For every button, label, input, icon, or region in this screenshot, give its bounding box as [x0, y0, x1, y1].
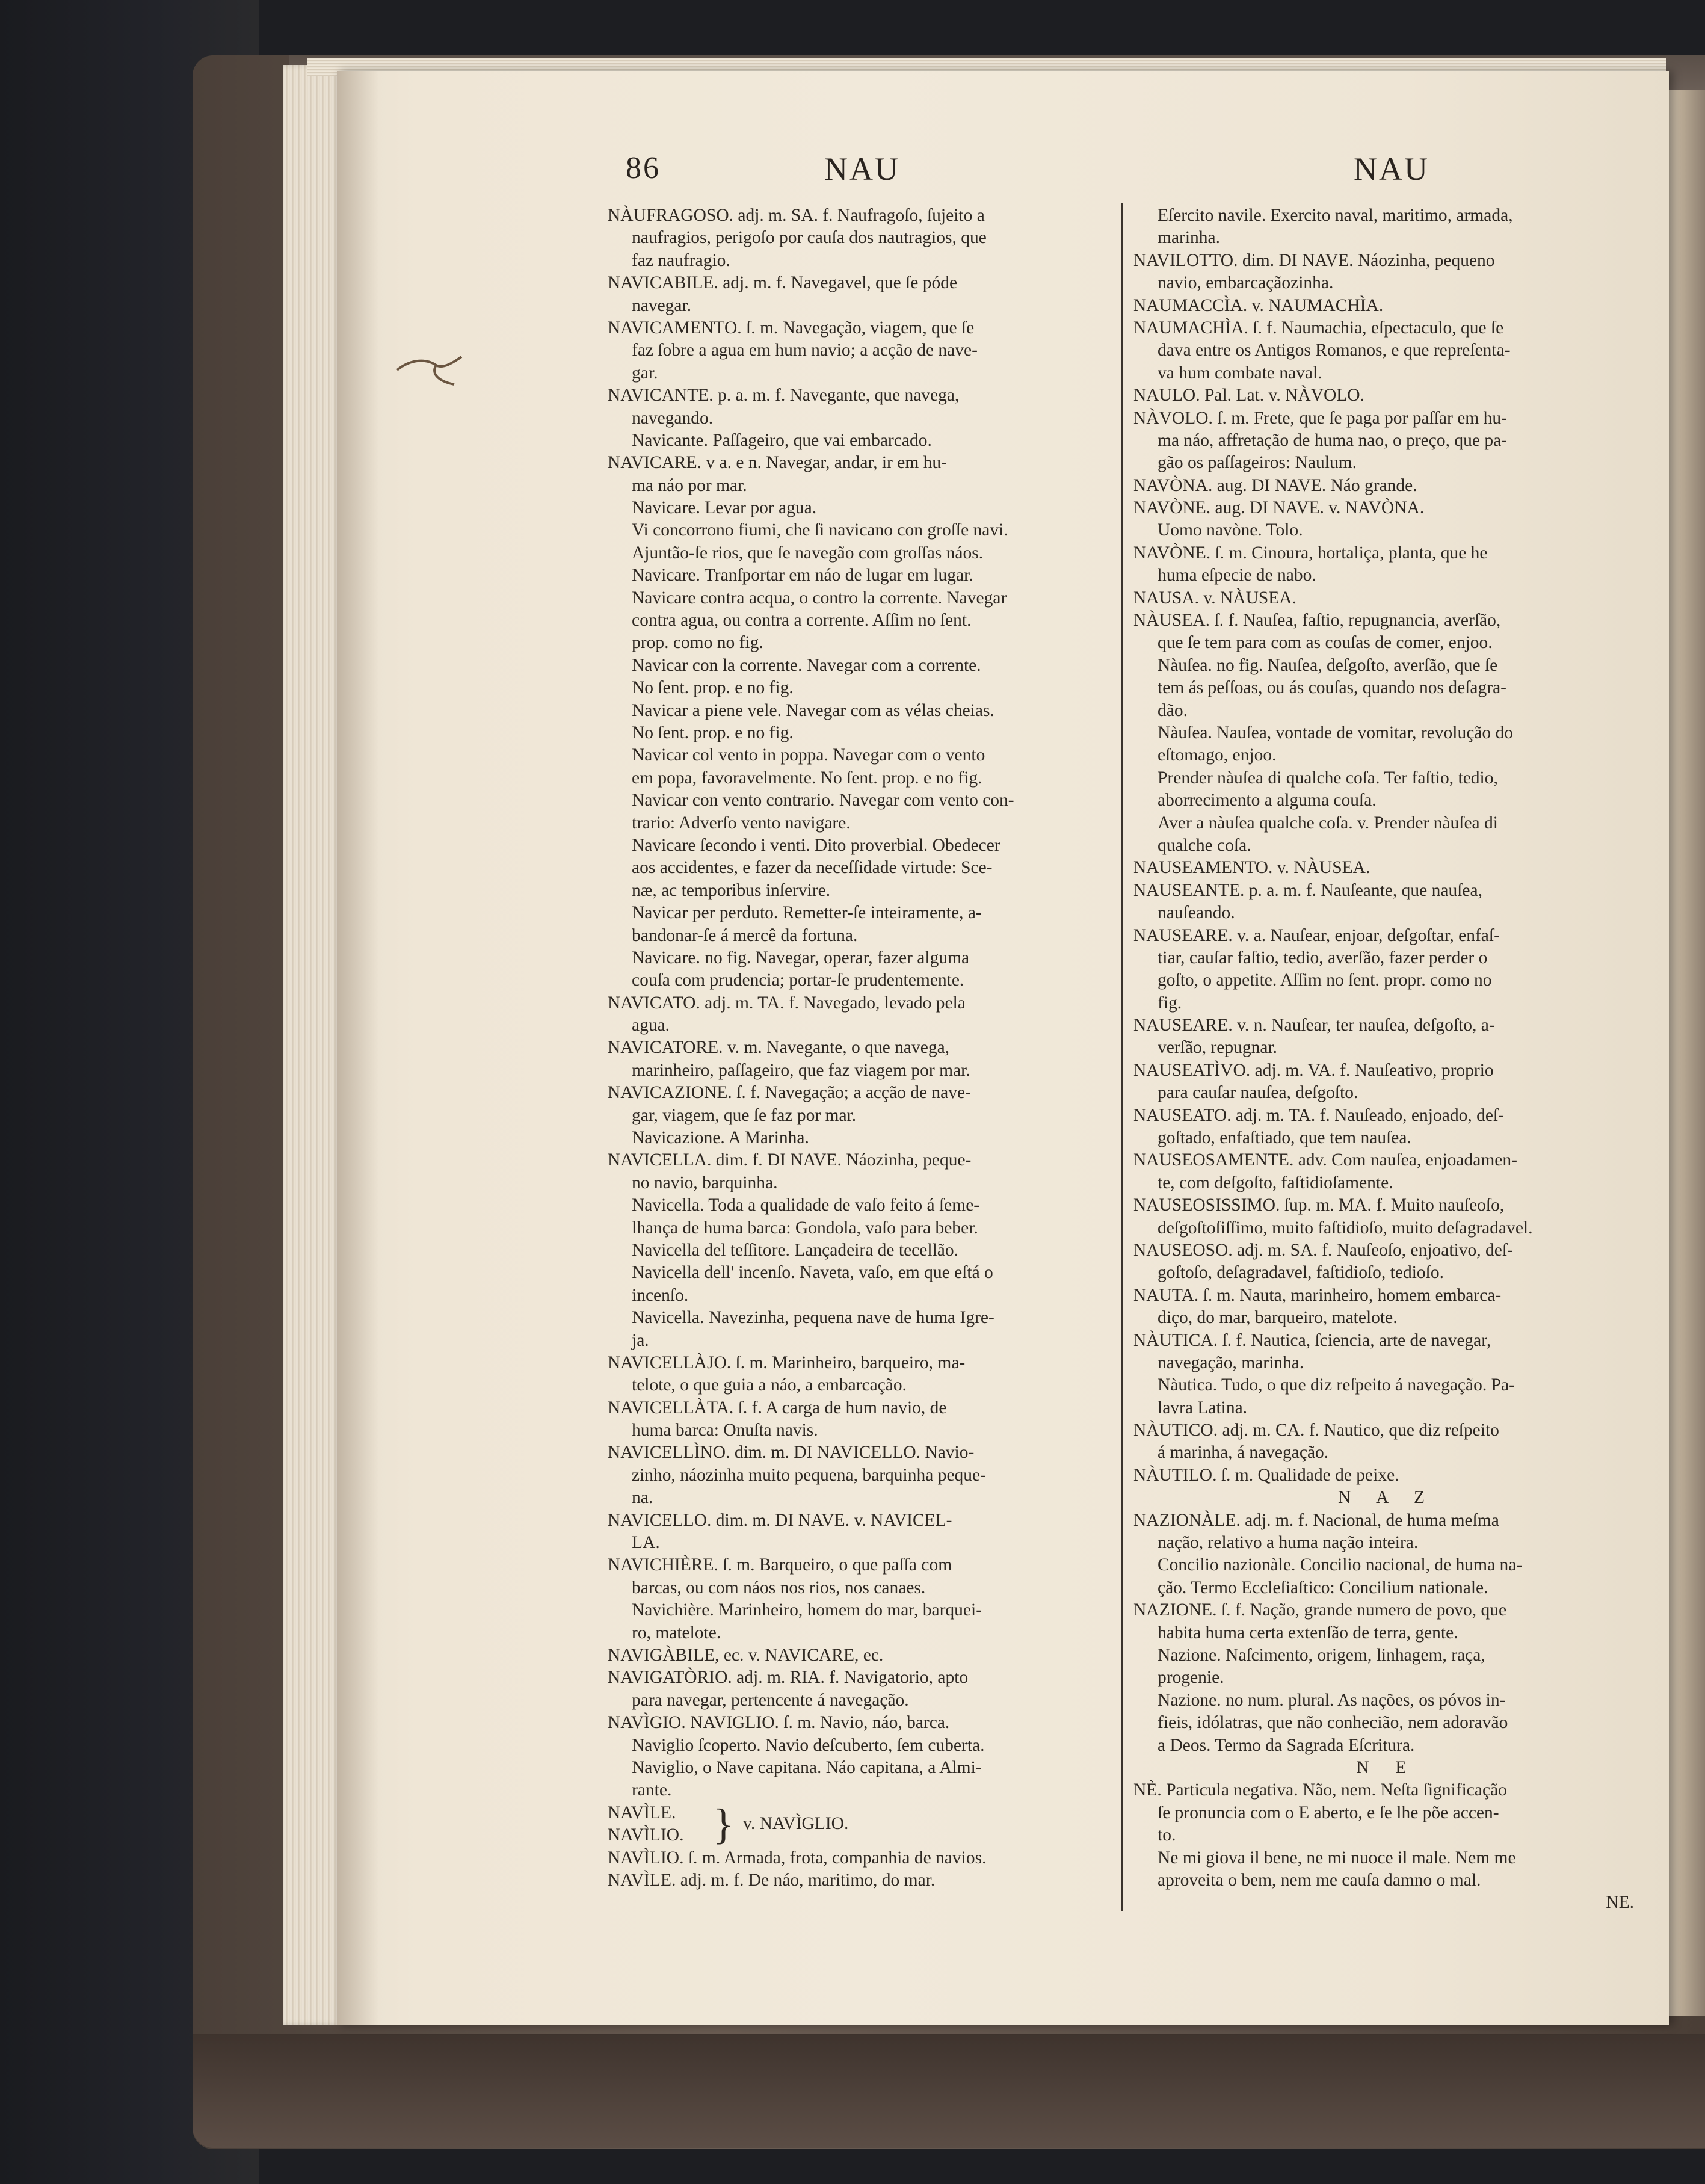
text-line: bandonar-ſe á mercê da fortuna.	[632, 925, 858, 945]
text-line: NAVÒNA. aug. DI NAVE. Náo grande.	[1133, 475, 1417, 495]
text-line: Navicare. Levar por agua.	[632, 498, 817, 518]
text-line: gar.	[632, 363, 658, 383]
text-line: NAVICELLA. dim. f. DI NAVE. Náozinha, peque-	[608, 1150, 972, 1170]
text-line: NAUSEARE. v. n. Nauſear, ter nauſea, deſgoſto, a-	[1133, 1016, 1495, 1035]
text-line: aborrecimento a alguma couſa.	[1158, 791, 1377, 810]
page-stack-left	[283, 65, 343, 2025]
text-line: NAUSEOSAMENTE. adv. Com nauſea, enjoadamen-	[1133, 1150, 1517, 1170]
brace-entry-navile: NAVÌLE.	[608, 1803, 676, 1822]
text-line: NAUTA. ſ. m. Nauta, marinheiro, homem embarca-	[1133, 1285, 1502, 1305]
text-line: Uomo navòne. Tolo.	[1158, 520, 1303, 540]
text-line: goſto, o appetite. Aſſim no ſent. propr. como no	[1158, 970, 1492, 990]
text-line: Nàutica. Tudo, o que diz reſpeito á navegação. Pa-	[1158, 1375, 1515, 1395]
paper-tear-mark	[394, 352, 466, 388]
text-line: NAVÒNE. ſ. m. Cinoura, hortaliça, planta, que he	[1133, 543, 1488, 563]
text-line: á marinha, á navegação.	[1158, 1443, 1329, 1463]
text-line: huma eſpecie de nabo.	[1158, 566, 1316, 585]
text-line: ro, matelote.	[632, 1623, 721, 1643]
text-line: para navegar, pertencente á navegação.	[632, 1690, 909, 1710]
text-line: marinha.	[1158, 228, 1221, 248]
text-line: eſtomago, enjoo.	[1158, 745, 1277, 765]
text-line: Navicella del teſſitore. Lançadeira de tecellão.	[632, 1240, 958, 1260]
text-line: habita huma certa extenſão de terra, gente.	[1158, 1623, 1458, 1643]
text-line: rante.	[632, 1780, 672, 1800]
text-line: navegar.	[632, 295, 692, 315]
text-line: Navicare. Tranſportar em náo de lugar em lugar.	[632, 566, 973, 585]
right-column-entries	[1133, 205, 1640, 1892]
text-line: na.	[632, 1488, 653, 1508]
text-line: NAVILOTTO. dim. DI NAVE. Náozinha, pequeno	[1133, 250, 1495, 270]
text-line: gão os paſſageiros: Naulum.	[1158, 453, 1357, 473]
page-number: 86	[626, 151, 661, 185]
text-line: NAVIGATÒRIO. adj. m. RIA. f. Navigatorio, apto	[608, 1668, 969, 1688]
text-line: NAVICANTE. p. a. m. f. Navegante, que navega,	[608, 386, 960, 406]
text-line: NAUSEAMENTO. v. NÀUSEA.	[1133, 858, 1370, 878]
brace-entry-navilio: NAVÌLIO.	[608, 1825, 684, 1845]
text-line: NAVÌGIO. NAVIGLIO. ſ. m. Navio, náo, barca.	[608, 1713, 950, 1733]
text-line: N E	[1356, 1757, 1417, 1777]
text-line: dão.	[1158, 700, 1188, 720]
text-line: Nazione. no num. plural. As nações, os póvos in-	[1158, 1690, 1506, 1710]
text-line: NÀUTICA. ſ. f. Nautica, ſciencia, arte de navegar,	[1133, 1330, 1491, 1350]
text-line: Naviglio, o Nave capitana. Náo capitana, a Almi-	[632, 1757, 982, 1777]
text-line: ção. Termo Eccleſiaſtico: Concilium nationale.	[1158, 1578, 1488, 1597]
running-head-right: NAU	[1354, 151, 1429, 187]
text-line: aos accidentes, e fazer da neceſſidade virtude: Sce-	[632, 858, 993, 878]
text-line: ſe pronuncia com o E aberto, e ſe lhe põe accen-	[1158, 1803, 1499, 1822]
text-line: Navicar con vento contrario. Navegar com vento con-	[632, 791, 1014, 810]
text-line: progenie.	[1158, 1668, 1224, 1688]
text-line: NAUSEOSO. adj. m. SA. f. Nauſeoſo, enjoativo, deſ-	[1133, 1240, 1513, 1260]
running-head-left: NAU	[824, 151, 900, 187]
text-line: que ſe tem para com as couſas de comer, enjoo.	[1158, 633, 1493, 653]
text-line: zinho, náozinha muito pequena, barquinha peque-	[632, 1465, 986, 1485]
text-line: NAVÒNE. aug. DI NAVE. v. NAVÒNA.	[1133, 498, 1425, 518]
text-line: navegando.	[632, 408, 714, 428]
text-line: N A Z	[1337, 1488, 1436, 1508]
text-line: Navicella. Toda a qualidade de vaſo feito á ſeme-	[632, 1195, 980, 1215]
text-line: lhança de huma barca: Gondola, vaſo para beber.	[632, 1218, 978, 1238]
brace-entry-group	[608, 1802, 1112, 1847]
right-column	[1133, 205, 1640, 1914]
text-line: NAUSEOSISSIMO. ſup. m. MA. f. Muito nauſeoſo,	[1133, 1195, 1505, 1215]
text-line: LA.	[632, 1533, 660, 1553]
text-line: NAUSEATO. adj. m. TA. f. Nauſeado, enjoado, deſ-	[1133, 1105, 1504, 1125]
text-line: Navicare contra acqua, o contro la corrente. Navegar	[632, 588, 1007, 608]
text-line: NAVICELLÀJO. ſ. m. Marinheiro, barqueiro, ma-	[608, 1353, 966, 1372]
text-line: ma náo por mar.	[632, 475, 747, 495]
left-column	[608, 205, 1112, 1892]
text-line: verſão, repugnar.	[1158, 1038, 1278, 1058]
text-line: Navicar con la corrente. Navegar com a corrente.	[632, 655, 981, 675]
text-line: Navicante. Paſſageiro, que vai embarcado.	[632, 430, 932, 450]
text-line: goſtado, enfaſtiado, que tem nauſea.	[1158, 1128, 1411, 1148]
text-line: Ne mi giova il bene, ne mi nuoce il male. Nem me	[1158, 1848, 1516, 1868]
text-line: dava entre os Antigos Romanos, e que repreſenta-	[1158, 341, 1511, 360]
text-line: NAULO. Pal. Lat. v. NÀVOLO.	[1133, 386, 1364, 406]
text-line: ma náo, affretação de huma nao, o preço, que pa-	[1158, 430, 1507, 450]
text-line: NAVÌLIO. ſ. m. Armada, frota, companhia de navios.	[608, 1848, 987, 1868]
text-line: NAVICATO. adj. m. TA. f. Navegado, levado pela	[608, 993, 966, 1013]
text-line: qualche coſa.	[1158, 835, 1251, 855]
left-column-tail-entries	[608, 1847, 1112, 1892]
text-line: NAVICABILE. adj. m. f. Navegavel, que ſe póde	[608, 273, 958, 293]
text-line: naufragios, perigoſo por cauſa dos nautragios, que	[632, 228, 987, 248]
text-line: Naviglio ſcoperto. Navio deſcuberto, ſem cuberta.	[632, 1735, 985, 1755]
text-line: NAVICAZIONE. ſ. f. Navegação; a acção de nave-	[608, 1083, 971, 1103]
text-line: Vi concorrono fiumi, che ſi navicano con groſſe navi.	[632, 520, 1008, 540]
text-line: aproveita o bem, nem me cauſa damno o mal.	[1158, 1870, 1481, 1890]
text-line: couſa com prudencia; portar-ſe prudentemente.	[632, 970, 964, 990]
text-line: nação, relativo a huma nação inteira.	[1158, 1533, 1419, 1553]
text-line: NAUSEANTE. p. a. m. f. Nauſeante, que nauſea,	[1133, 880, 1482, 900]
text-line: Navicar per perduto. Remetter-ſe inteiramente, a-	[632, 903, 982, 923]
text-line: NAZIONÀLE. adj. m. f. Nacional, de huma meſma	[1133, 1510, 1499, 1530]
catchword: NE.	[1606, 1893, 1634, 1913]
text-line: NAVICELLO. dim. m. DI NAVE. v. NAVICEL-	[608, 1510, 952, 1530]
column-rule	[1121, 203, 1123, 1911]
text-line: tem ás peſſoas, ou ás couſas, quando nos deſagra-	[1158, 678, 1507, 698]
text-line: Aver a nàuſea qualche coſa. v. Prender nàuſea di	[1158, 813, 1498, 833]
text-line: Navicella dell' incenſo. Naveta, vaſo, em que eſtá o	[632, 1263, 993, 1283]
text-line: No ſent. prop. e no fig.	[632, 723, 794, 742]
text-line: NAVICELLÀTA. ſ. f. A carga de hum navio, de	[608, 1398, 947, 1417]
text-line: em popa, favoravelmente. No ſent. prop. e no fig.	[632, 768, 982, 788]
text-line: NAZIONE. ſ. f. Nação, grande numero de povo, que	[1133, 1600, 1507, 1620]
text-line: Navichière. Marinheiro, homem do mar, barquei-	[632, 1600, 982, 1620]
text-line: Navicazione. A Marinha.	[632, 1128, 809, 1148]
text-line: næ, ac temporibus inſervire.	[632, 880, 831, 900]
text-line: Navicella. Navezinha, pequena nave de huma Igre-	[632, 1308, 994, 1328]
text-line: Prender nàuſea di qualche coſa. Ter faſtio, tedio,	[1158, 768, 1498, 788]
text-line: NÀVOLO. ſ. m. Frete, que ſe paga por paſſar em hu-	[1133, 408, 1507, 428]
text-line: NAVIGÀBILE, ec. v. NAVICARE, ec.	[608, 1646, 884, 1665]
text-line: tiar, cauſar faſtio, tedio, averſão, fazer perder o	[1158, 948, 1488, 967]
text-line: navio, embarcaçãozinha.	[1158, 273, 1334, 293]
text-line: telote, o que guia a náo, a embarcação.	[632, 1375, 907, 1395]
text-line: Concilio nazionàle. Concilio nacional, de huma na-	[1158, 1555, 1523, 1575]
text-line: nauſeando.	[1158, 903, 1235, 923]
text-line: diço, do mar, barqueiro, matelote.	[1158, 1308, 1398, 1328]
text-line: NÀUTICO. adj. m. CA. f. Nautico, que diz reſpeito	[1133, 1421, 1499, 1440]
text-line: No ſent. prop. e no fig.	[632, 678, 794, 698]
text-line: Nazione. Naſcimento, origem, linhagem, raça,	[1158, 1646, 1485, 1665]
text-line: NAVICAMENTO. ſ. m. Navegação, viagem, que ſe	[608, 318, 975, 338]
text-line: te, com deſgoſto, faſtidioſamente.	[1158, 1173, 1393, 1192]
left-column-entries	[608, 205, 1112, 1802]
text-line: NAVICATORE. v. m. Navegante, o que navega,	[608, 1038, 950, 1058]
text-line: NAUSEATÌVO. adj. m. VA. f. Nauſeativo, proprio	[1133, 1060, 1494, 1080]
text-line: incenſo.	[632, 1285, 689, 1305]
text-line: goſtoſo, deſagradavel, faſtidioſo, tedioſo.	[1158, 1263, 1444, 1283]
text-line: NAVICELLÌNO. dim. m. DI NAVICELLO. Navio-	[608, 1443, 975, 1463]
text-line: deſgoſtoſiſſimo, muito faſtidioſo, muito deſagradavel.	[1158, 1218, 1533, 1238]
text-line: Navicar col vento in poppa. Navegar com o vento	[632, 745, 985, 765]
text-line: contra agua, ou contra a corrente. Aſſim no ſent.	[632, 611, 972, 631]
text-line: NAUSEARE. v. a. Nauſear, enjoar, deſgoſtar, enfaſ-	[1133, 925, 1500, 945]
text-line: Ajuntão-ſe rios, que ſe navegão com groſſas náos.	[632, 543, 984, 563]
curly-brace: }	[713, 1800, 734, 1848]
text-line: NÀUSEA. ſ. f. Nauſea, faſtio, repugnancia, averſão,	[1133, 611, 1501, 631]
text-line: agua.	[632, 1016, 670, 1035]
text-line: no navio, barquinha.	[632, 1173, 778, 1192]
text-line: gar, viagem, que ſe faz por mar.	[632, 1105, 857, 1125]
text-line: faz naufragio.	[632, 250, 730, 270]
text-line: navegação, marinha.	[1158, 1353, 1304, 1372]
text-line: barcas, ou com náos nos rios, nos canaes.	[632, 1578, 926, 1597]
text-line: NÀUTILO. ſ. m. Qualidade de peixe.	[1133, 1465, 1399, 1485]
text-line: Eſercito navile. Exercito naval, maritimo, armada,	[1158, 206, 1513, 225]
text-line: ja.	[632, 1330, 649, 1350]
text-line: va hum combate naval.	[1158, 363, 1322, 383]
text-line: Navicare. no fig. Navegar, operar, fazer alguma	[632, 948, 970, 967]
text-line: Navicar a piene vele. Navegar com as vélas cheias.	[632, 700, 994, 720]
text-line: faz ſobre a agua em hum navio; a acção de nave-	[632, 341, 978, 360]
text-line: NAUSA. v. NÀUSEA.	[1133, 588, 1296, 608]
text-line: NAUMACCÌA. v. NAUMACHÌA.	[1133, 295, 1384, 315]
text-line: NAVICARE. v a. e n. Navegar, andar, ir em hu-	[608, 453, 947, 473]
page-gutter-shadow	[337, 71, 379, 2025]
text-line: to.	[1158, 1825, 1176, 1845]
text-line: huma barca: Onuſta navis.	[632, 1421, 818, 1440]
text-line: Nàuſea. no fig. Nauſea, deſgoſto, averſão, que ſe	[1158, 655, 1498, 675]
text-line: a Deos. Termo da Sagrada Eſcritura.	[1158, 1735, 1415, 1755]
text-line: NAVÌLE. adj. m. f. De náo, maritimo, do mar.	[608, 1870, 936, 1890]
brace-cross-reference: v. NAVÌGLIO.	[743, 1813, 849, 1833]
book-cover-bottom-edge	[193, 2034, 1705, 2148]
text-line: fig.	[1158, 993, 1182, 1013]
text-line: NAUMACHÌA. ſ. f. Naumachia, eſpectaculo, que ſe	[1133, 318, 1504, 338]
text-line: para cauſar nauſea, deſgoſto.	[1158, 1083, 1358, 1103]
text-line: marinheiro, paſſageiro, que faz viagem por mar.	[632, 1060, 970, 1080]
text-line: prop. como no fig.	[632, 633, 763, 653]
text-line: NÀUFRAGOSO. adj. m. SA. f. Naufragoſo, ſujeito a	[608, 206, 985, 225]
text-line: lavra Latina.	[1158, 1398, 1248, 1417]
text-line: NÈ. Particula negativa. Não, nem. Neſta ſignificação	[1133, 1780, 1507, 1800]
text-line: Nàuſea. Nauſea, vontade de vomitar, revolução do	[1158, 723, 1514, 742]
text-line: NAVICHIÈRE. ſ. m. Barqueiro, o que paſſa com	[608, 1555, 952, 1575]
text-line: trario: Adverſo vento navigare.	[632, 813, 851, 833]
page-edge-right	[1666, 90, 1705, 2016]
text-line: Navicare ſecondo i venti. Dito proverbial. Obedecer	[632, 835, 1000, 855]
text-line: fieis, idólatras, que não conhecião, nem adoravão	[1158, 1713, 1508, 1733]
